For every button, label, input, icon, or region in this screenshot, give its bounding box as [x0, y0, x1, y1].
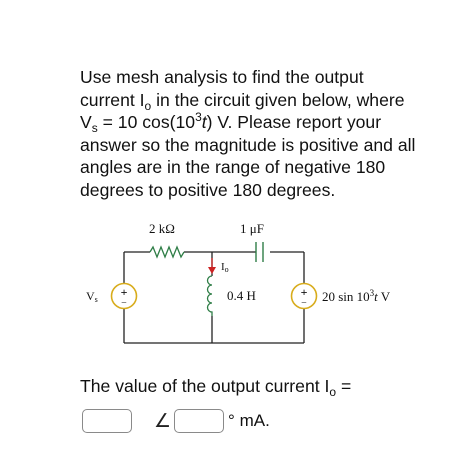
- inductor-symbol: [208, 276, 213, 316]
- left-voltage-source: [112, 284, 137, 310]
- unit-label: ° mA.: [228, 411, 270, 430]
- question-line-4: answer so the magnitude is positive and all: [80, 134, 416, 155]
- svg-text:−: −: [121, 298, 127, 309]
- circuit-diagram: [72, 212, 432, 352]
- answer-row: [82, 407, 270, 435]
- left-source-label: Vs: [86, 289, 98, 304]
- magnitude-input[interactable]: [82, 409, 132, 433]
- svg-text:+: +: [120, 285, 128, 299]
- question-text: [80, 66, 430, 201]
- current-label: Io: [221, 261, 229, 274]
- question-line-1: Use mesh analysis to find the output: [80, 67, 364, 87]
- resistor-symbol: [150, 247, 184, 257]
- resistor-label: 2 kΩ: [149, 221, 175, 236]
- right-voltage-source: [292, 284, 317, 310]
- circuit-wires: [124, 252, 304, 343]
- question-line-3: $V_s = 10$ $\cos(10^3t)$ V. Please report your: [80, 110, 382, 135]
- svg-text:−: −: [301, 298, 307, 309]
- inductor-label: 0.4 H: [227, 288, 256, 303]
- current-arrow-icon: [208, 258, 216, 274]
- answer-prompt: The value of the output current $I_o$ =: [80, 376, 352, 399]
- question-line-5: angles are in the range of negative 180: [80, 157, 386, 177]
- capacitor-symbol: [256, 242, 263, 262]
- capacitor-label: 1 μF: [240, 221, 264, 236]
- angle-input[interactable]: [174, 409, 224, 433]
- right-source-label: 20 $\sin 10^3t$ V: [322, 288, 391, 304]
- angle-icon: ∠: [154, 410, 172, 432]
- svg-text:+: +: [300, 285, 308, 299]
- question-line-2: current $I_o$ in the circuit given below, where: [80, 89, 405, 113]
- question-line-6: degrees to positive 180 degrees.: [80, 179, 336, 200]
